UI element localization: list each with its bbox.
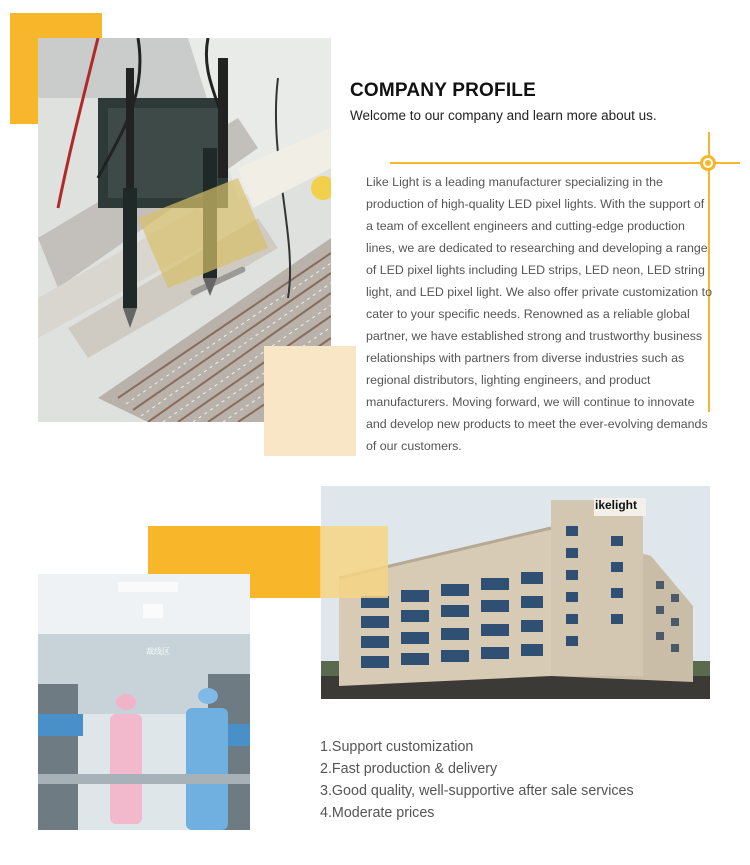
light-yellow-accent-block bbox=[320, 526, 388, 598]
page-title: COMPANY PROFILE bbox=[350, 80, 536, 101]
cream-accent-block bbox=[264, 346, 356, 456]
page-subtitle: Welcome to our company and learn more about us. bbox=[350, 108, 657, 123]
features-list bbox=[320, 736, 634, 824]
decorative-horizontal-line bbox=[390, 162, 740, 164]
feature-item: 1.Support customization bbox=[320, 739, 474, 755]
feature-item: 2.Fast production & delivery bbox=[320, 761, 498, 777]
feature-item: 3.Good quality, well-supportive after sale services bbox=[320, 783, 634, 799]
workshop-sign-text: 裁线区 bbox=[146, 647, 170, 656]
workshop-illustration bbox=[38, 574, 250, 830]
feature-item: 4.Moderate prices bbox=[320, 805, 435, 821]
workshop-photo bbox=[38, 574, 250, 830]
company-description: Like Light is a leading manufacturer specializing in the production of high-quality LED pixel lights. With the support of a team of excellent engineers and cutting-edge production lines, we are dedicated to researching and developing a range of LED pixel lights including LED strips, LED neon, LED string light, and LED pixel light. We also offer private customization to cater to your specific needs. Renowned as a reliable global partner, we have established strong and trustworthy business relationships with partners from diverse industries such as regional distributors, lighting engineers, and product manufacturers. Moving forward, we will continue to innovate and develop new products to meet the ever-evolving demands of our customers. bbox=[366, 175, 712, 453]
decorative-ring-icon bbox=[700, 155, 716, 171]
building-sign-text: ikelight bbox=[595, 498, 638, 512]
